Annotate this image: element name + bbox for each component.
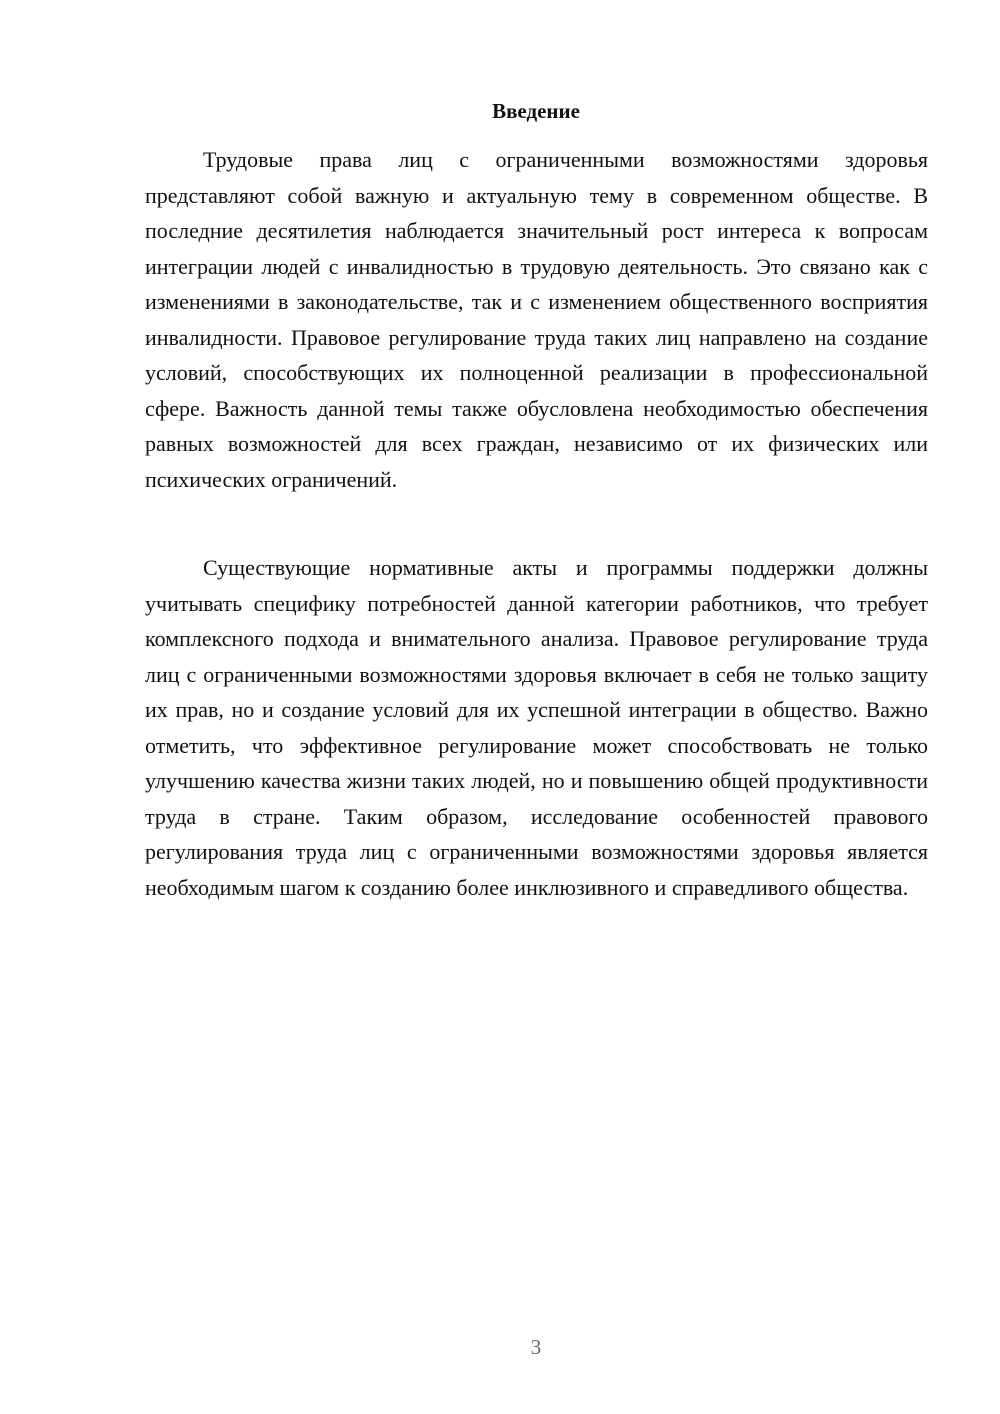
paragraph-2: Существующие нормативные акты и программы поддержки должны учитывать специфику потребностей данной категории работников, что требует комплексного подхода и внимательного анализа. Правовое регулирование труда лиц с ограниченными возможностями здоровья включает в себя не только защиту их прав, но и создание условий для их успешной интеграции в общество. Важно отметить, что эффективное регулирование может способствовать не только улучшению качества жизни таких людей, но и повышению общей продуктивности труда в стране. Таким образом, исследование особенностей правового регулирования труда лиц с ограниченными возможностями здоровья является необходимым шагом к созданию более инклюзивного и справедливого общества.	[145, 555, 928, 900]
section-title: Введение	[492, 99, 580, 123]
paragraph-1: Трудовые права лиц с ограниченными возможностями здоровья представляют собой важную и актуальную тему в современном обществе. В последние десятилетия наблюдается значительный рост интереса к вопросам интеграции людей с инвалидностью в трудовую деятельность. Это связано как с изменениями в законодательстве, так и с изменением общественного восприятия инвалидности. Правовое регулирование труда таких лиц направлено на создание условий, способствующих их полноценной реализации в профессиональной сфере. Важность данной темы также обусловлена необходимостью обеспечения равных возможностей для всех граждан, независимо от их физических или психических ограничений.	[145, 147, 928, 492]
page-number: 3	[530, 1335, 542, 1359]
